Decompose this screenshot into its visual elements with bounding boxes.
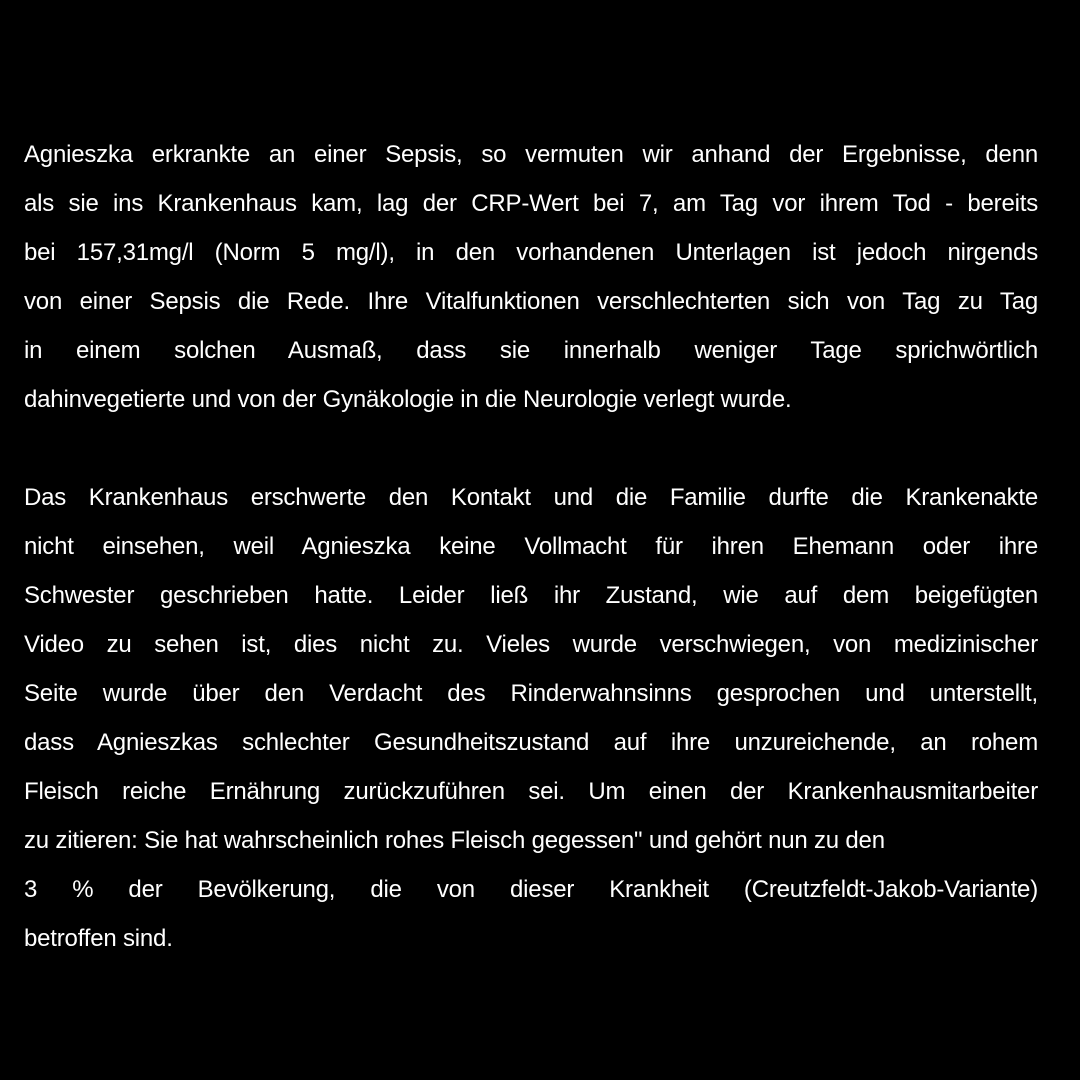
text-line: dahinvegetierte und von der Gynäkologie in die Neurologie verlegt wurde. [24, 386, 792, 413]
text-line: Video zu sehen ist, dies nicht zu. Vieles wurde verschwiegen, von medizinischer [24, 631, 1038, 658]
text-line: Das Krankenhaus erschwerte den Kontakt und die Familie durfte die Krankenakte [24, 484, 1038, 511]
paragraph-1 [24, 130, 1038, 424]
text-line: in einem solchen Ausmaß, dass sie innerhalb weniger Tage sprichwörtlich [24, 337, 1038, 364]
text-line: 3 % der Bevölkerung, die von dieser Krankheit (Creutzfeldt-Jakob-Variante) [24, 876, 1038, 903]
text-line: betroffen sind. [24, 925, 173, 952]
text-line: zu zitieren: Sie hat wahrscheinlich rohes Fleisch gegessen" und gehört nun zu den [24, 827, 885, 854]
text-line: als sie ins Krankenhaus kam, lag der CRP-Wert bei 7, am Tag vor ihrem Tod - bereits [24, 190, 1038, 217]
text-line: von einer Sepsis die Rede. Ihre Vitalfunktionen verschlechterten sich von Tag zu Tag [24, 288, 1038, 315]
body-text [24, 130, 1038, 963]
text-line: Schwester geschrieben hatte. Leider ließ ihr Zustand, wie auf dem beigefügten [24, 582, 1038, 609]
paragraph-2 [24, 473, 1038, 963]
text-line: dass Agnieszkas schlechter Gesundheitszustand auf ihre unzureichende, an rohem [24, 729, 1038, 756]
text-line: Fleisch reiche Ernährung zurückzuführen sei. Um einen der Krankenhausmitarbeiter [24, 778, 1038, 805]
text-line: nicht einsehen, weil Agnieszka keine Vollmacht für ihren Ehemann oder ihre [24, 533, 1038, 560]
text-line: Seite wurde über den Verdacht des Rinderwahnsinns gesprochen und unterstellt, [24, 680, 1038, 707]
text-line: bei 157,31mg/l (Norm 5 mg/l), in den vorhandenen Unterlagen ist jedoch nirgends [24, 239, 1038, 266]
text-line: Agnieszka erkrankte an einer Sepsis, so vermuten wir anhand der Ergebnisse, denn [24, 141, 1038, 168]
